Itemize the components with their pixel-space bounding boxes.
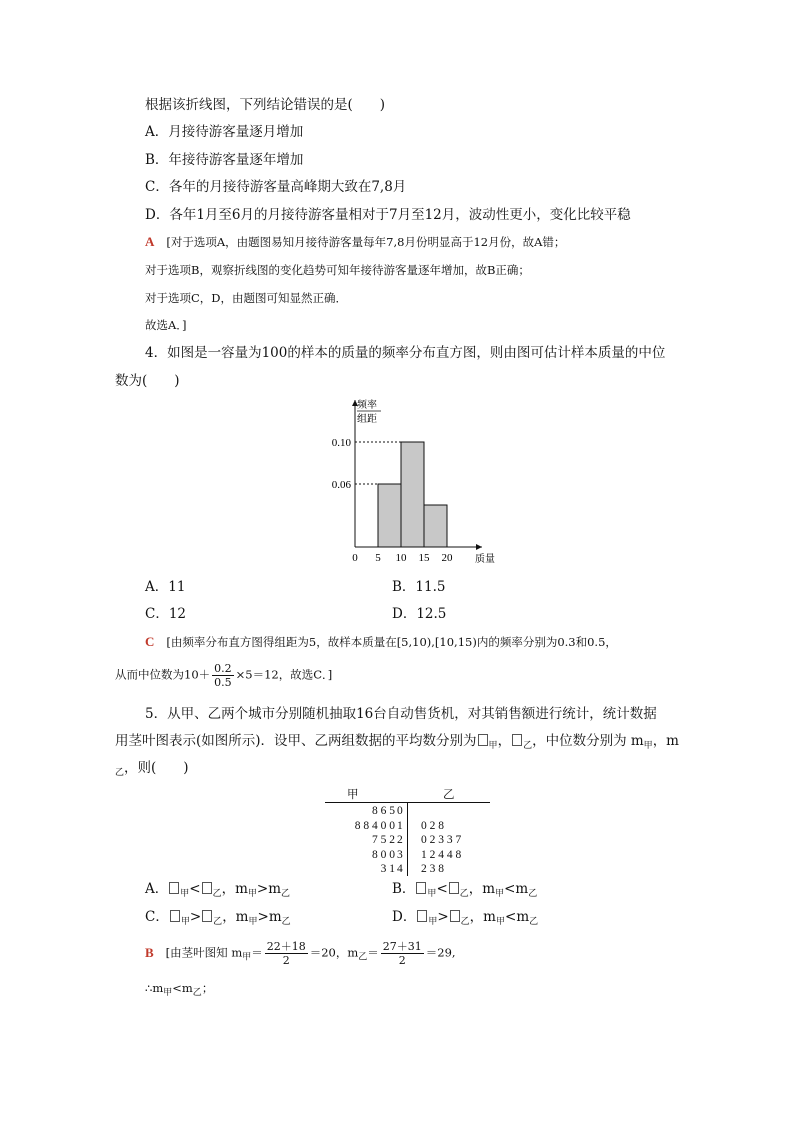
q4-option-d: D．12.5 (392, 606, 447, 622)
q4-option-a: A．11 (145, 579, 186, 595)
q5-solution-line-2: $\therefore m_甲<m_乙$； (145, 981, 214, 998)
q5-option-a: A． $_甲$< $_乙$，$m_甲>m_乙$ (145, 881, 291, 899)
stem-leaves-yi: 2 3 8 (421, 863, 444, 875)
q3-solution-line-4: 故选A．] (145, 318, 187, 332)
stem-leaves-yi: 0 2 3 3 7 (421, 834, 462, 846)
stem-leaf-plot (325, 786, 490, 876)
fraction: $\frac{0.2}{0.5}$ (214, 662, 232, 689)
q3-option-c: C．各年的月接待游客量高峰期大致在7,8月 (145, 179, 407, 195)
q3-question: 根据该折线图，下列结论错误的是( ) (145, 97, 386, 113)
x-bar-placeholder-icon (478, 734, 488, 746)
q3-option-a: A．月接待游客量逐月增加 (145, 124, 304, 140)
q5-option-c: C． $_甲$> $_乙$，$m_甲>m_乙$ (145, 909, 291, 927)
y-axis-label-top: 频率 (357, 400, 377, 411)
x-tick-label: 20 (441, 552, 453, 564)
stem-leaves-yi: 1 2 4 4 8 (421, 848, 462, 861)
stem-leaves-jia: 3 1 (380, 863, 395, 875)
x-tick-label: 15 (418, 552, 430, 564)
stem-value: 2 (397, 834, 403, 846)
stem-value: 0 (397, 805, 403, 817)
x-tick-label: 5 (375, 552, 381, 564)
stem-value: 1 (397, 819, 403, 832)
histogram-bar (401, 442, 424, 547)
y-tick-label: 0.06 (331, 479, 351, 491)
q4-option-c: C．12 (145, 606, 187, 622)
histogram-bar (378, 484, 401, 547)
stem-value: 3 (397, 848, 403, 861)
q5-question-line-3: $_乙$，则( ) (115, 760, 189, 778)
q3-answer-key: A (145, 234, 155, 249)
q5-option-b: B． $_甲$< $_乙$，$m_甲<m_乙$ (392, 881, 538, 899)
stem-leaves-yi: 0 2 8 (421, 819, 444, 832)
q3-solution-line-2: 对于选项B，观察折线图的变化趋势可知年接待游客量逐年增加，故B正确； (145, 263, 530, 277)
stem-leaves-jia: 7 5 2 (372, 834, 395, 846)
y-tick-label: 0.10 (331, 437, 351, 449)
q3-option-d: D．各年1月至6月的月接待游客量相对于7月至12月，波动性更小，变化比较平稳 (145, 207, 631, 223)
origin-label: 0 (352, 552, 358, 564)
fraction: $\frac{22+18}{2}$ (266, 940, 306, 967)
q5-option-d: D． $_甲$> $_乙$，$m_甲<m_乙$ (392, 909, 539, 927)
q3-option-b: B．年接待游客量逐年增加 (145, 152, 304, 168)
histogram-chart (330, 392, 500, 567)
x-axis-arrow-icon (476, 544, 482, 550)
stem-leaves-jia: 8 0 0 (372, 848, 395, 861)
stem-leaves-jia: 8 6 5 (372, 805, 395, 817)
stem-header-jia: 甲 (347, 789, 359, 801)
q5-question-line-1: 5．从甲、乙两个城市分别随机抽取16台自动售货机，对其销售额进行统计，统计数据 (145, 706, 657, 722)
q4-answer-key: C (145, 634, 155, 649)
q5-question-line-2: 用茎叶图表示(如图所示)．设甲、乙两组数据的平均数分别为 $_甲$， $_乙$，中位数分别为 $m_甲$，m (115, 733, 679, 751)
q4-solution-line-1: C [由频率分布直方图得组距为5，故样本质量在[5,10),[10,15)内的频率分别为0.3和0.5， (145, 634, 617, 649)
fraction: $\frac{27+31}{2}$ (382, 940, 422, 967)
q4-question-line-2: 数为( ) (115, 373, 180, 389)
q3-solution-line-1: A [对于选项A，由题图易知月接待游客量每年7,8月份明显高于12月份，故A错； (145, 234, 566, 249)
q5-solution-line-1: B [由茎叶图知 $m_甲=$ $\frac{22+18}{2}$ ＝20，$m_乙=$ $\frac{27+31}{2}$ ＝29, (145, 940, 456, 967)
stem-leaves-jia: 8 8 4 0 0 (354, 819, 395, 832)
stem-value: 4 (397, 863, 403, 875)
stem-header-yi: 乙 (443, 789, 455, 801)
histogram-bar (424, 505, 447, 547)
q4-option-b: B．11.5 (392, 579, 446, 595)
q3-solution-line-3: 对于选项C，D，由题图可知显然正确． (145, 291, 348, 305)
x-axis-label: 质量 (475, 554, 495, 565)
stem-divider (407, 802, 408, 876)
q4-solution-line-2: 从而中位数为10＋ $\frac{0.2}{0.5}$ ×5＝12，故选C．] (115, 662, 333, 689)
q4-question-line-1: 4．如图是一容量为100的样本的质量的频率分布直方图，则由图可估计样本质量的中位 (145, 345, 666, 361)
y-axis-label-bottom: 组距 (357, 414, 377, 425)
x-bar-placeholder-icon (512, 734, 522, 746)
q5-answer-key: B (145, 944, 154, 960)
x-tick-label: 10 (395, 552, 407, 564)
